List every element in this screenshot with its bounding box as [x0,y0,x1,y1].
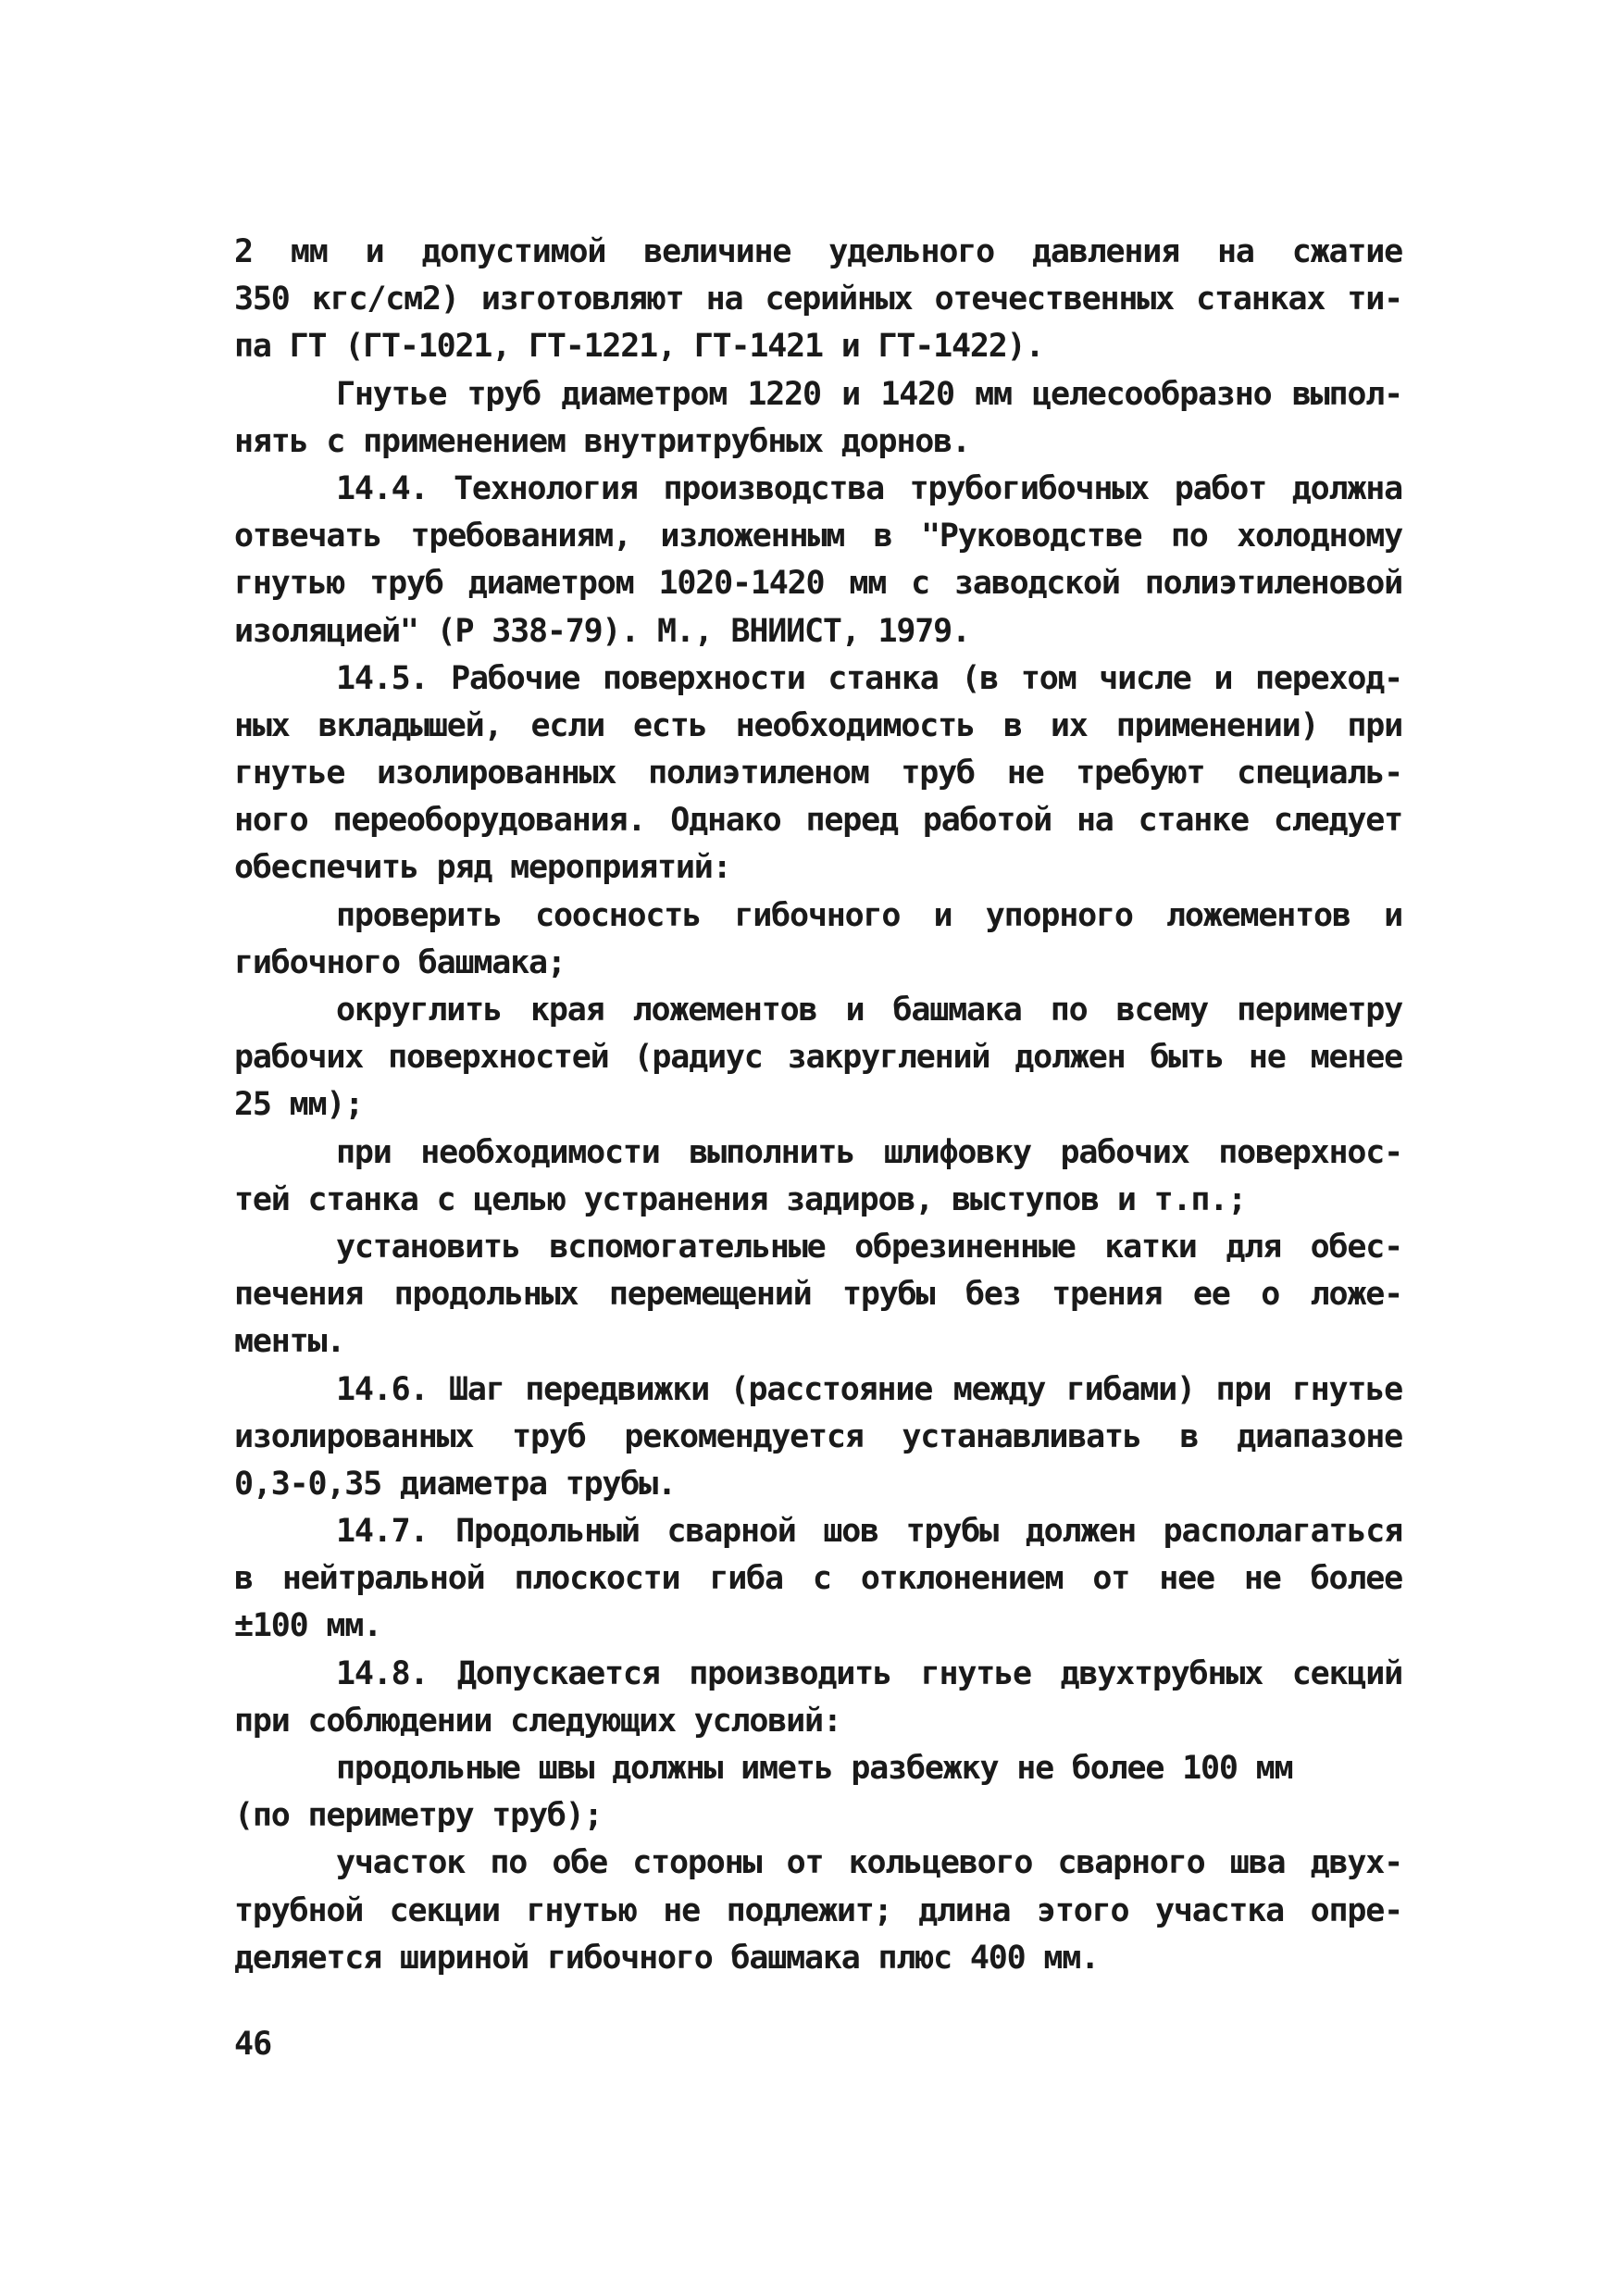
text-line: печения продольных перемещений трубы без трения ее о ложе- [234,1276,1402,1314]
text-line: изолированных труб рекомендуется устанавливать в диапазоне [234,1417,1402,1455]
text-line: нять с применением внутритрубных дорнов. [234,422,970,460]
text-line: 350 кгс/см2) изготовляют на серийных отечественных станках ти- [234,281,1402,318]
text-line: деляется шириной гибочного башмака плюс 400 мм. [234,1939,1099,1977]
text-line: па ГТ (ГТ-1021, ГТ-1221, ГТ-1421 и ГТ-1422). [234,328,1044,366]
text-line: продольные швы должны иметь разбежку не более 100 мм [336,1750,1293,1787]
text-line: 14.8. Допускается производить гнутье двухтрубных секций [336,1654,1402,1692]
page-number: 46 [234,2026,272,2063]
text-line: 14.6. Шаг передвижки (расстояние между гибами) при гнутье [336,1370,1402,1408]
text-line: 0,3-0,35 диаметра трубы. [234,1465,676,1503]
text-line: участок по обе стороны от кольцевого сварного шва двух- [336,1844,1402,1882]
text-line: гнутье изолированных полиэтиленом труб не требуют специаль- [234,755,1402,792]
text-line: гибочного башмака; [234,943,566,981]
text-line: ного переоборудования. Однако перед работой на станке следует [234,802,1402,840]
text-line: менты. [234,1323,345,1361]
text-line: ±100 мм. [234,1607,381,1645]
text-line: трубной секции гнутью не подлежит; длина этого участка опре- [234,1891,1402,1929]
text-line: Гнутье труб диаметром 1220 и 1420 мм целесообразно выпол- [336,375,1402,413]
text-line: при необходимости выполнить шлифовку рабочих поверхнос- [336,1133,1402,1171]
text-line: (по периметру труб); [234,1797,603,1835]
text-line: 14.7. Продольный сварной шов трубы должен располагаться [336,1513,1402,1551]
text-line: тей станка с целью устранения задиров, выступов и т.п.; [234,1180,1246,1218]
text-line: 14.4. Технология производства трубогибочных работ должна [336,469,1402,507]
body-text [234,229,1402,1982]
text-line: обеспечить ряд мероприятий: [234,849,731,887]
text-line: рабочих поверхностей (радиус закруглений должен быть не менее [234,1039,1402,1077]
text-line: установить вспомогательные обрезиненные катки для обес- [336,1228,1402,1266]
text-line: при соблюдении следующих условий: [234,1702,841,1740]
text-line: отвечать требованиям, изложенным в "Руководстве по холодному [234,518,1402,555]
text-line: изоляцией" (Р 338-79). М., ВНИИСТ, 1979. [234,612,970,650]
text-line: ных вкладышей, если есть необходимость в их применении) при [234,706,1402,744]
text-line: гнутью труб диаметром 1020-1420 мм с заводской полиэтиленовой [234,565,1402,603]
text-line: округлить края ложементов и башмака по всему периметру [336,992,1402,1029]
text-line: 25 мм); [234,1086,364,1124]
text-line: проверить соосность гибочного и упорного ложементов и [336,896,1402,934]
text-line: в нейтральной плоскости гиба с отклонением от нее не более [234,1560,1402,1598]
text-line: 14.5. Рабочие поверхности станка (в том числе и переход- [336,659,1402,697]
text-line: 2 мм и допустимой величине удельного давления на сжатие [234,233,1402,270]
